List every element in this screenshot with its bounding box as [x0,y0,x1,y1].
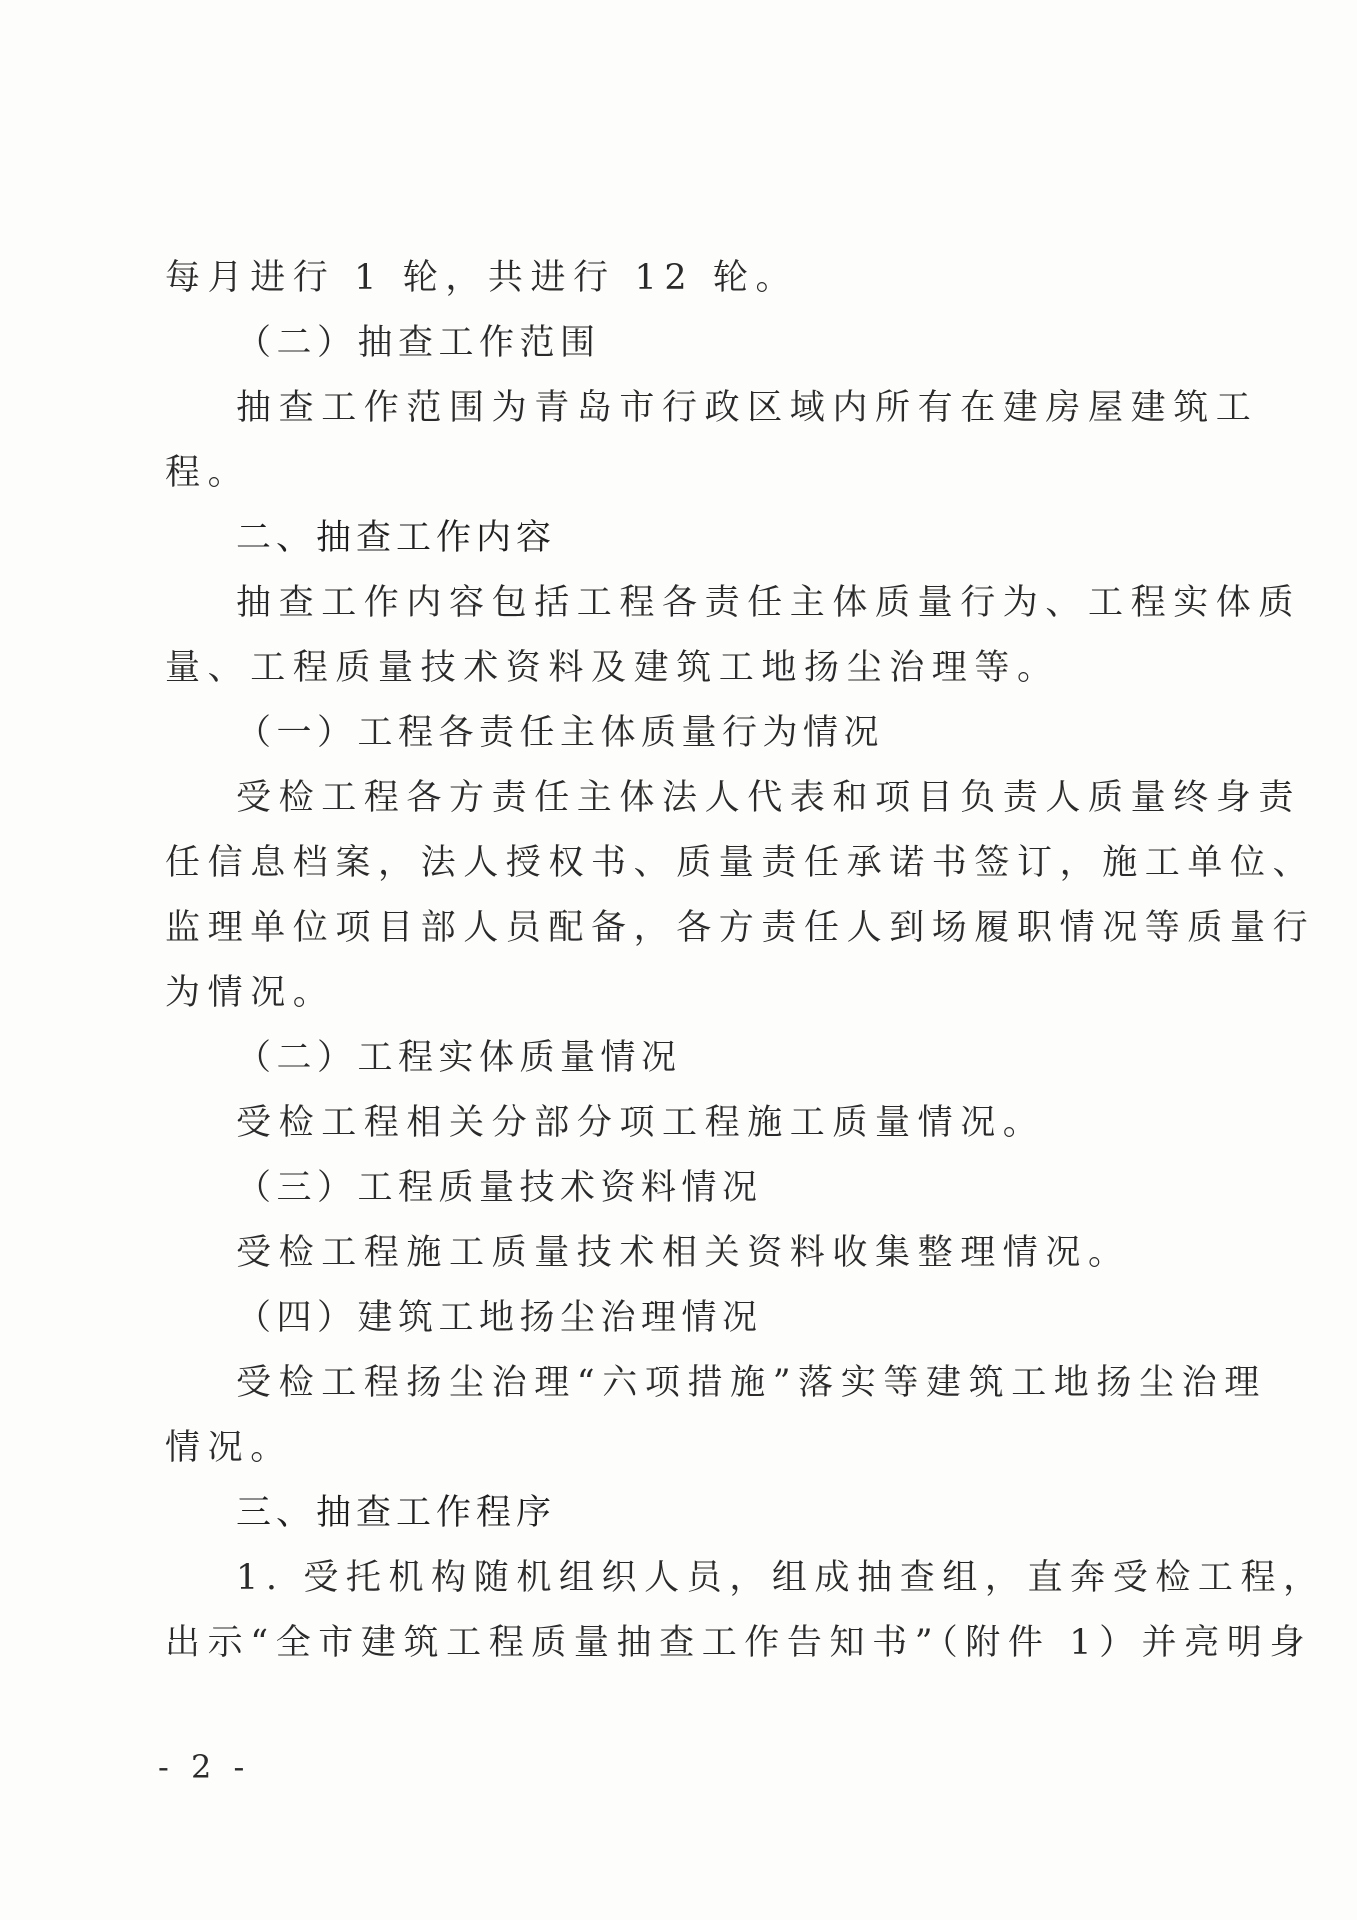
section-heading: 三、抽查工作程序 [236,1493,557,1533]
body-text-line: 1. 受托机构随机组织人员，组成抽查组，直奔受检工程， [236,1558,1326,1598]
body-text-line: 受检工程施工质量技术相关资料收集整理情况。 [236,1233,1131,1273]
body-text-line: 抽查工作内容包括工程各责任主体质量行为、工程实体质 [236,583,1302,623]
body-text-line: 情况。 [165,1428,293,1468]
body-text-line: 程。 [165,453,251,493]
body-text-line: 每月进行 1 轮，共进行 12 轮。 [165,258,799,298]
body-text-line: 为情况。 [165,973,336,1013]
subsection-heading: （二）抽查工作范围 [236,323,601,363]
body-text-line: 受检工程各方责任主体法人代表和项目负责人质量终身责 [236,778,1302,818]
section-heading: 二、抽查工作内容 [236,518,557,558]
body-text-line: 受检工程扬尘治理“六项措施”落实等建筑工地扬尘治理 [236,1363,1267,1403]
page-number: - 2 - [158,1748,251,1786]
body-text-line: 量、工程质量技术资料及建筑工地扬尘治理等。 [165,648,1060,688]
body-text-line: 任信息档案，法人授权书、质量责任承诺书签订，施工单位、 [165,843,1316,883]
subsection-heading: （二）工程实体质量情况 [236,1038,682,1078]
body-text-line: 出示“全市建筑工程质量抽查工作告知书”（附件 1）并亮明身 [165,1623,1313,1663]
body-text-line: 受检工程相关分部分项工程施工质量情况。 [236,1103,1046,1143]
subsection-heading: （一）工程各责任主体质量行为情况 [236,713,885,753]
subsection-heading: （三）工程质量技术资料情况 [236,1168,763,1208]
subsection-heading: （四）建筑工地扬尘治理情况 [236,1298,763,1338]
body-text-line: 监理单位项目部人员配备，各方责任人到场履职情况等质量行 [165,908,1316,948]
body-text-line: 抽查工作范围为青岛市行政区域内所有在建房屋建筑工 [236,388,1259,428]
